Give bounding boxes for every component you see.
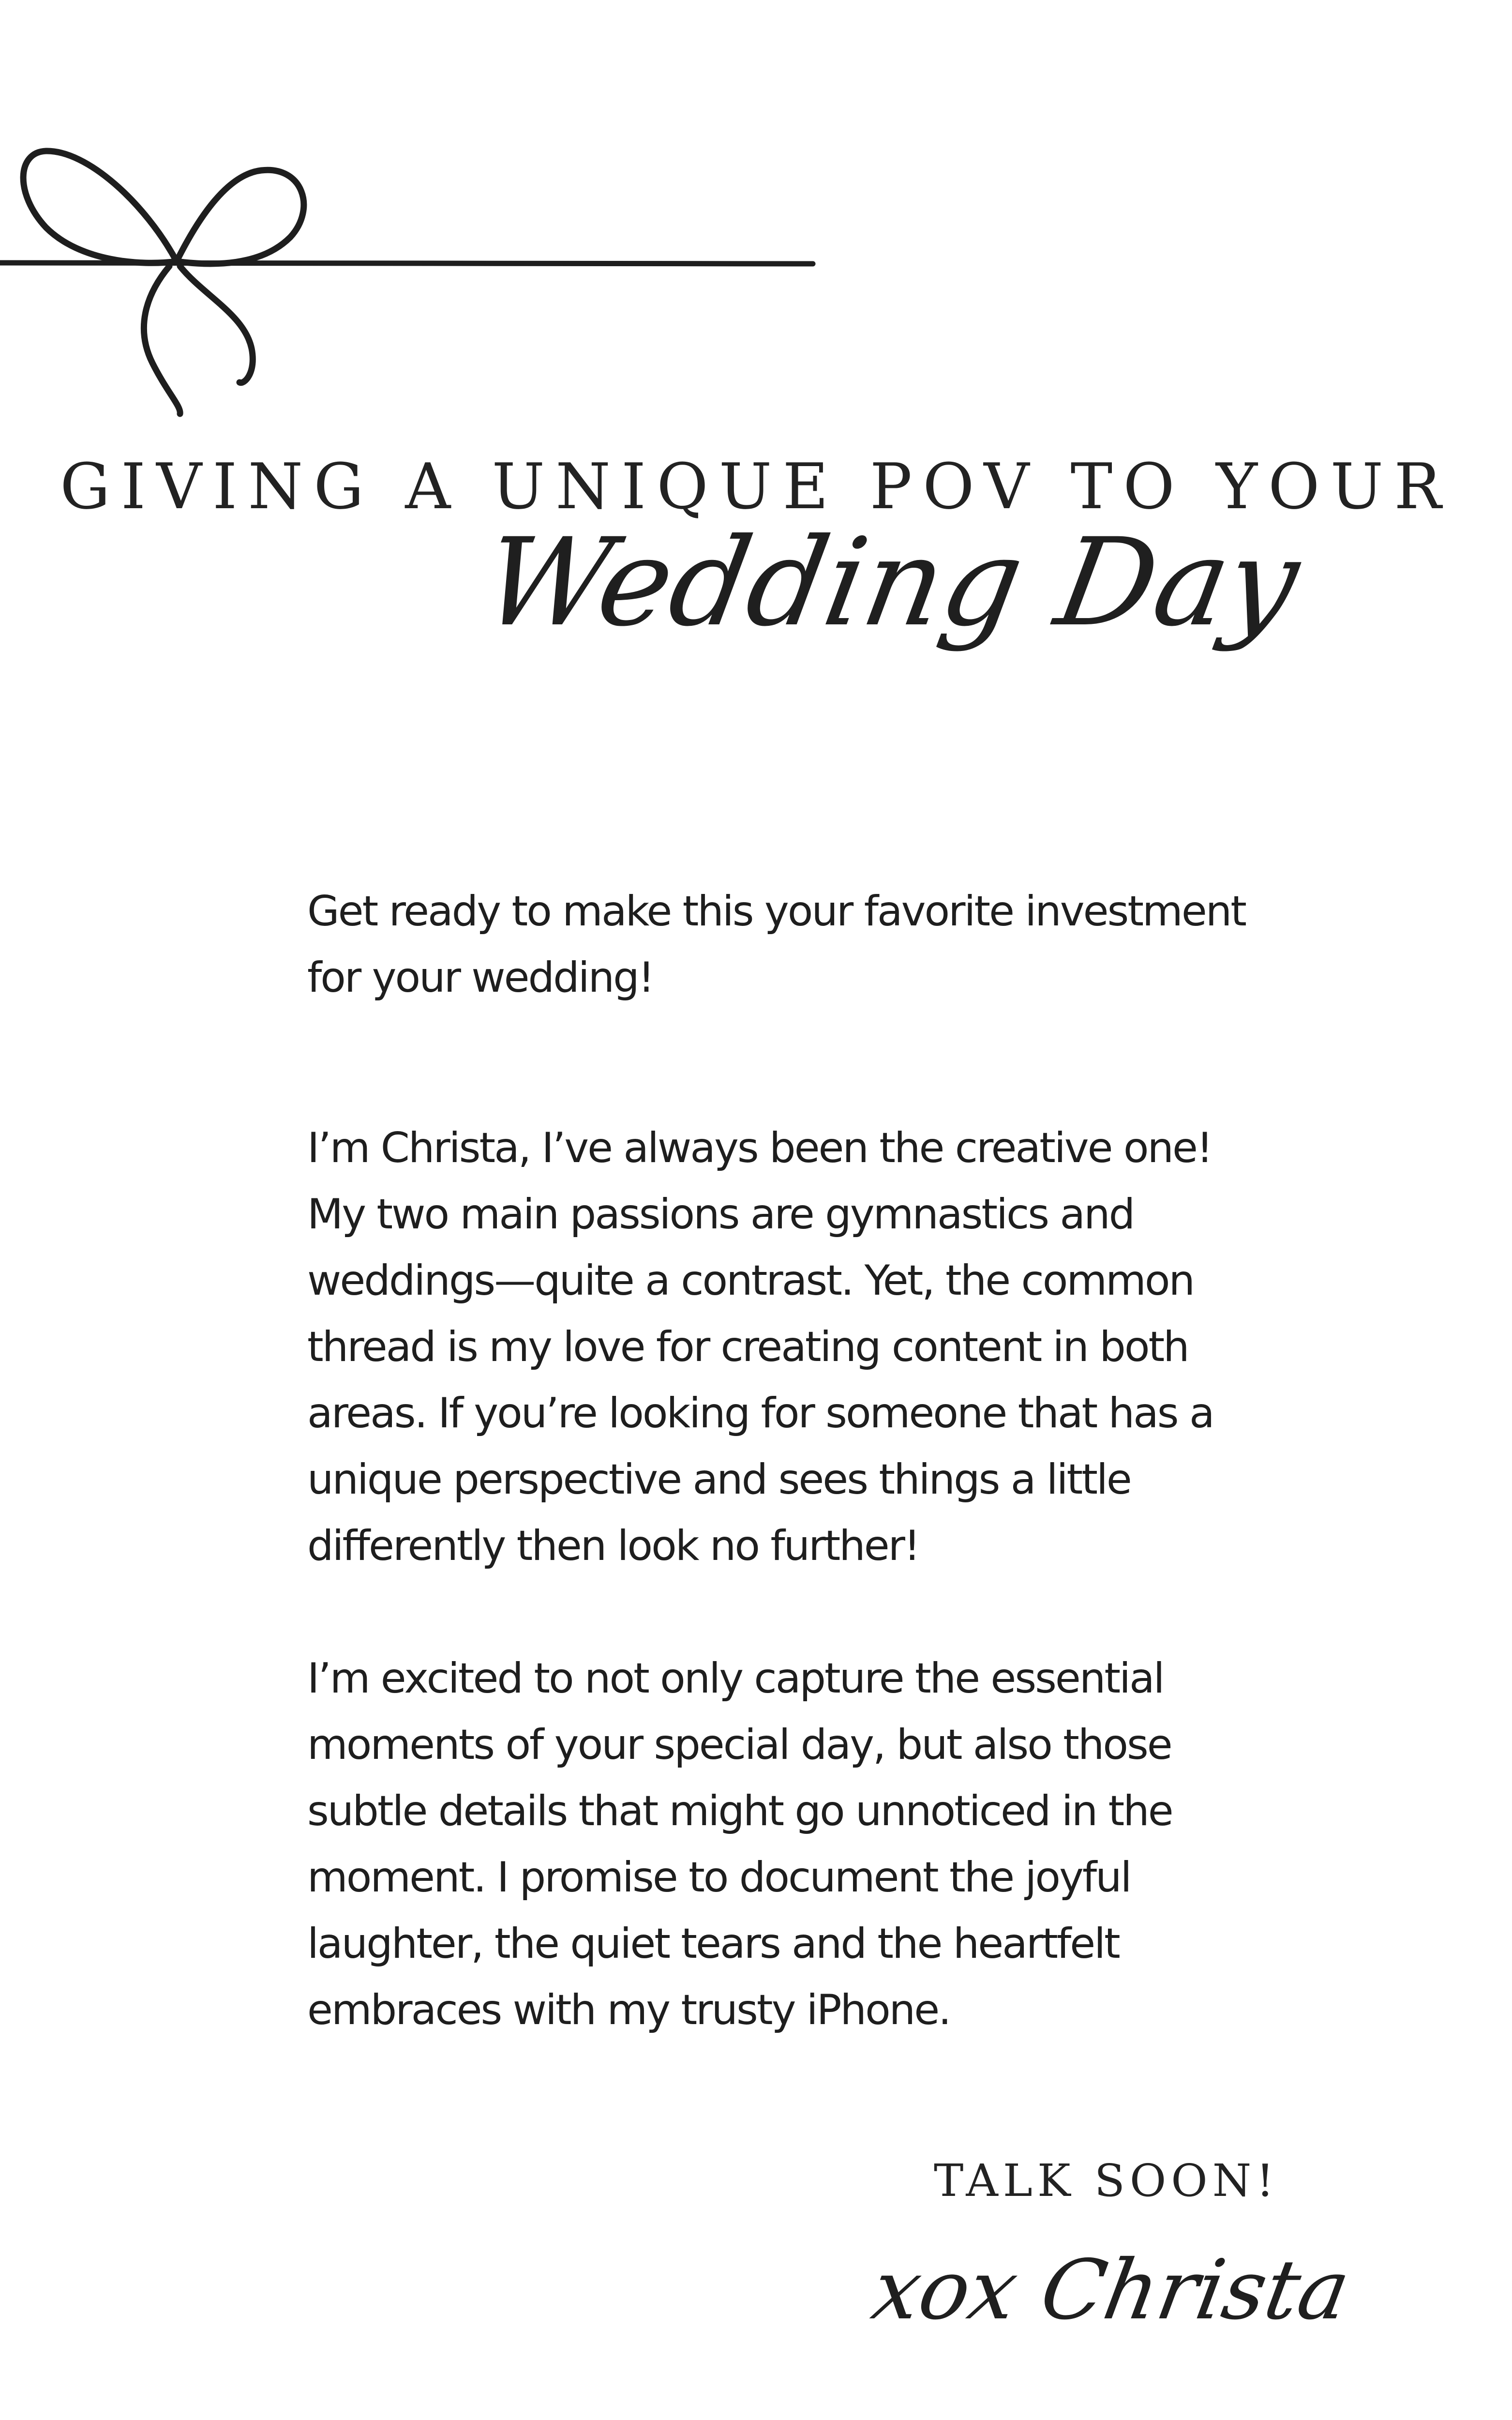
bow-ribbon-icon: [0, 121, 832, 431]
signature: [861, 2197, 1357, 2381]
script-title: [473, 484, 1309, 716]
paragraph-about: I’m Christa, I’ve always been the creative one! My two main passions are gymnastics and weddings—quite a contrast. Yet, the common thread is my love for creating content in both areas. If you’re looking for someone that has a unique perspective and sees things a little differently then look no further!: [307, 1124, 1213, 1570]
headline: GIVING A UNIQUE POV TO YOUR: [60, 450, 1452, 523]
paragraph-intro: Get ready to make this your favorite investment for your wedding!: [307, 887, 1245, 1002]
signature-text: xox Christa: [865, 2242, 1357, 2338]
talk-soon: TALK SOON!: [934, 2155, 1279, 2207]
paragraph-promise: I’m excited to not only capture the essential moments of your special day, but also those subtle details that might go unnoticed in the moment. I promise to document the joyful laughter, the quiet tears and the heartfelt embraces with my trusty iPhone.: [307, 1654, 1172, 2034]
body-copy: [307, 878, 1275, 2043]
script-title-text: Wedding Day: [473, 512, 1309, 653]
